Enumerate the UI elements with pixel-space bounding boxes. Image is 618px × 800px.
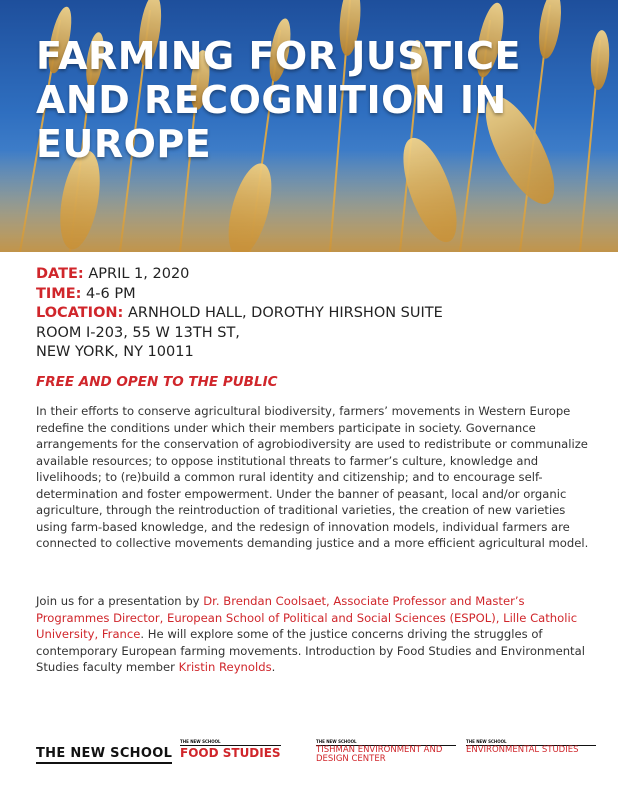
time-label: TIME: bbox=[36, 285, 82, 302]
header-banner bbox=[0, 0, 618, 252]
location-line-1: ARNHOLD HALL, DOROTHY HIRSHON SUITE bbox=[127, 305, 443, 321]
invite-intro: Join us for a presentation by bbox=[36, 594, 204, 608]
time-value: 4-6 PM bbox=[86, 285, 136, 302]
date-label: DATE: bbox=[36, 266, 84, 282]
admission-note: FREE AND OPEN TO THE PUBLIC bbox=[36, 374, 278, 390]
tishman-center-logo bbox=[316, 740, 456, 764]
tishman-name: TISHMAN ENVIRONMENT AND DESIGN CENTER bbox=[316, 745, 456, 764]
location-row bbox=[36, 304, 596, 324]
location-line-2: ROOM I-203, 55 W 13TH ST, bbox=[36, 324, 240, 341]
food-studies-name: FOOD STUDIES bbox=[180, 746, 281, 760]
host-name-link[interactable]: Kristin Reynolds bbox=[178, 660, 272, 674]
food-studies-logo bbox=[180, 740, 281, 760]
environmental-tag: THE NEW SCHOOL bbox=[466, 739, 507, 744]
environmental-studies-logo bbox=[466, 740, 596, 755]
sponsor-logos bbox=[36, 738, 596, 778]
description-paragraph: In their efforts to conserve agricultural biodiversity, farmers’ movements in Western Europe redefine the conditions under which their members participate in society. Governance arrangements for the conservation of agrobiodiversity are used to redistribute or communalize available resources; to oppose institutional threats to farmer’s culture, knowledge and livelihoods; to (re)build a common rural identity and citizenship; and to encourage self-determination and foster empowerment. Under the banner of peasant, local and/or organic agriculture, through the reintroduction of traditional varieties, the creation of new varieties using farm-based knowledge, and the redesign of innovation models, individual farmers are connected to collective movements demanding justice and a more efficient agricultural model. bbox=[36, 404, 589, 550]
time-row bbox=[36, 285, 596, 305]
tishman-tag: THE NEW SCHOOL bbox=[316, 739, 357, 744]
food-studies-tag: THE NEW SCHOOL bbox=[180, 739, 221, 744]
invitation-paragraph bbox=[36, 593, 596, 676]
invite-end: . bbox=[271, 660, 276, 674]
location-line-3: NEW YORK, NY 10011 bbox=[36, 344, 194, 360]
location-label: LOCATION: bbox=[36, 305, 124, 321]
environmental-name: ENVIRONMENTAL STUDIES bbox=[466, 745, 596, 755]
date-value: APRIL 1, 2020 bbox=[88, 266, 190, 282]
invite-middle: . He will explore some of the justice concerns driving the struggles of contemporary European farming movements. Introduction by Food Studies and Environmental Studies faculty member bbox=[36, 627, 585, 674]
event-title: FARMING FOR JUSTICE AND RECOGNITION IN EUROPE bbox=[36, 34, 521, 166]
date-row bbox=[36, 265, 596, 285]
event-details bbox=[36, 265, 596, 363]
new-school-logo: THE NEW SCHOOL bbox=[36, 746, 172, 764]
speaker-name-link[interactable]: Dr. Brendan Coolsaet, Associate Professor and Master’s Programmes Director, European School of Political and Social Sciences (ESPOL), Lille Catholic University, France bbox=[36, 594, 578, 641]
